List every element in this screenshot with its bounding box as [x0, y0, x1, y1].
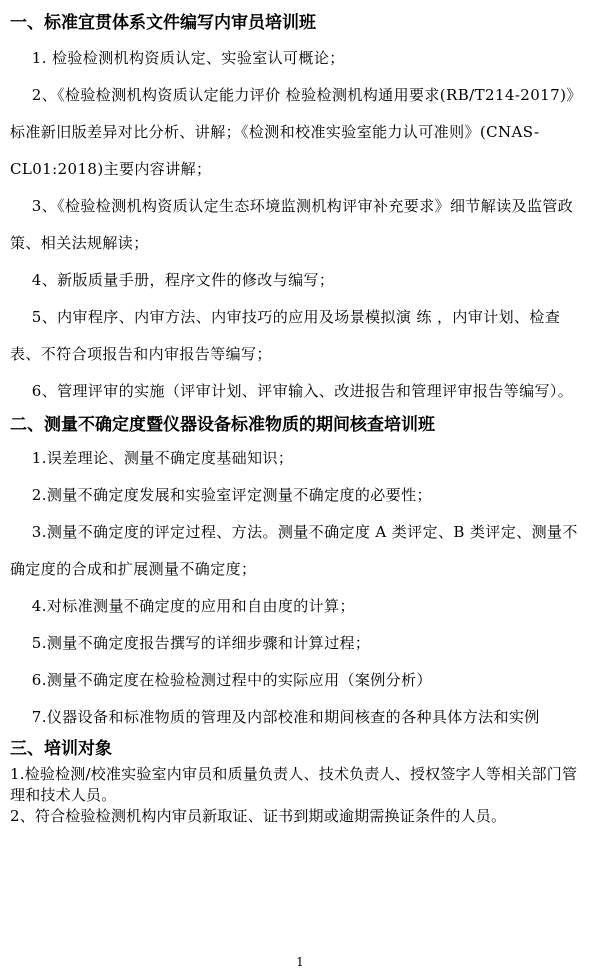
list-item: 2、符合检验检测机构内审员新取证、证书到期或逾期需换证条件的人员。	[10, 807, 507, 825]
list-item: 2.测量不确定度发展和实验室评定测量不确定度的必要性；	[31, 486, 432, 504]
list-item: 1.检验检测/校准实验室内审员和质量负责人、技术负责人、授权签字人等相关部门管理和技术人员。	[10, 765, 578, 804]
page-number: 1	[296, 955, 304, 969]
list-item: 6.测量不确定度在检验检测过程中的实际应用（案例分析）	[31, 671, 432, 689]
list-item: 7.仪器设备和标准物质的管理及内部校准和期间核查的各种具体方法和实例	[31, 708, 540, 726]
list-item: 5、内审程序、内审方法、内审技巧的应用及场景模拟演 练 ，内审计划、检查表、不符合项报告和内审报告等编写；	[10, 308, 561, 363]
list-item: 1. 检验检测机构资质认定、实验室认可概论；	[31, 49, 345, 67]
list-item: 3.测量不确定度的评定过程、方法。测量不确定度 A 类评定、B 类评定、测量不确定度的合成和扩展测量不确定度；	[10, 523, 578, 578]
list-item: 4、新版质量手册，程序文件的修改与编写；	[31, 271, 335, 289]
list-item: 1.误差理论、测量不确定度基础知识；	[31, 449, 294, 467]
section-heading-measurement-uncertainty-training: 二、测量不确定度暨仪器设备标准物质的期间核查培训班	[10, 415, 435, 435]
list-item: 5.测量不确定度报告撰写的详细步骤和计算过程；	[31, 634, 371, 652]
section-heading-internal-auditor-training: 一、标准宜贯体系文件编写内审员培训班	[10, 13, 316, 33]
section-heading-training-audience: 三、培训对象	[10, 739, 112, 759]
list-item: 4.对标准测量不确定度的应用和自由度的计算；	[31, 597, 355, 615]
list-item: 2、《检验检测机构资质认定能力评价 检验检测机构通用要求(RB/T214-2017)》标准新旧版差异对比分析、讲解；《检测和校准实验室能力认可准则》(CNAS-CL01:2018)主要内容讲解；	[10, 86, 582, 178]
list-item: 3、《检验检测机构资质认定生态环境监测机构评审补充要求》细节解读及监管政策、相关法规解读；	[10, 197, 574, 252]
list-item: 6、管理评审的实施（评审计划、评审输入、改进报告和管理评审报告等编写）。	[31, 382, 574, 400]
